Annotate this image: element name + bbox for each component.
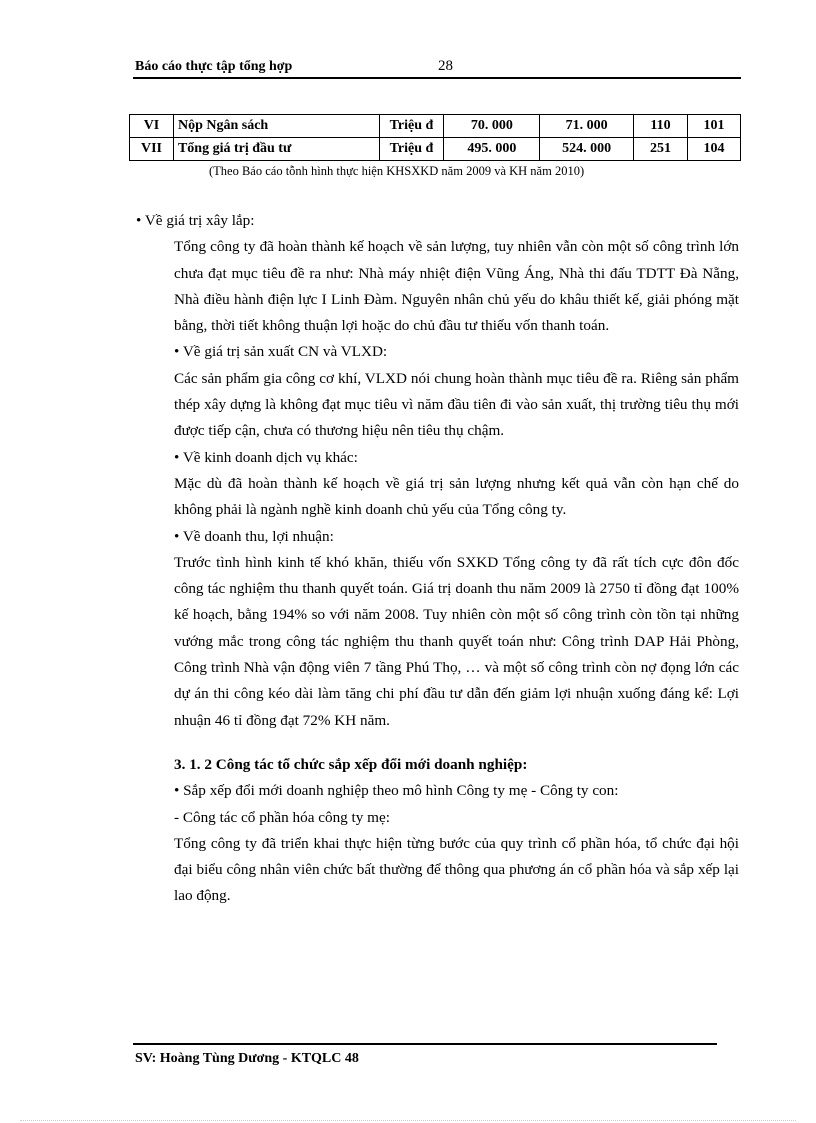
section-heading: 3. 1. 2 Công tác tổ chức sắp xếp đổi mới doanh nghiệp: bbox=[174, 755, 528, 773]
summary-table bbox=[129, 114, 741, 161]
paragraph: Tổng công ty đã hoàn thành kế hoạch về sản lượng, tuy nhiên vẫn còn một số công trình lớn chưa đạt mục tiêu đề ra như: Nhà máy nhiệt điện Vũng Áng, Nhà thi đấu TDTT Đà Nẵng, Nhà điều hành điện lực I Linh Đàm. Nguyên nhân chủ yếu do khâu thiết kế, giải phóng mặt bằng, thời tiết không thuận lợi hoặc do chủ đầu tư thiếu vốn thanh toán. bbox=[174, 238, 739, 335]
paragraph: Các sản phẩm gia công cơ khí, VLXD nói chung hoàn thành mục tiêu đề ra. Riêng sản phẩm thép xây dựng là không đạt mục tiêu vì năm đầu tiên đi vào sản xuất, thị trường tiêu thụ mới được tiếp cận, chưa có thương hiệu nên tiêu thụ chậm. bbox=[174, 369, 739, 440]
paragraph: Mặc dù đã hoàn thành kế hoạch về giá trị sản lượng nhưng kết quả vẫn còn hạn chế do không phải là ngành nghề kinh doanh chủ yếu của Tổng công ty. bbox=[174, 474, 739, 519]
body-text bbox=[136, 208, 739, 910]
table-cell: 251 bbox=[634, 138, 688, 161]
table-cell: 524. 000 bbox=[540, 138, 634, 161]
table-row bbox=[130, 138, 741, 161]
footer-author: SV: Hoàng Tùng Dương - KTQLC 48 bbox=[135, 1051, 359, 1066]
table-cell: 104 bbox=[688, 138, 741, 161]
page-header bbox=[133, 57, 741, 79]
page-number: 28 bbox=[438, 58, 453, 74]
table-cell: 70. 000 bbox=[444, 115, 540, 138]
sub-heading: - Công tác cổ phần hóa công ty mẹ: bbox=[174, 808, 390, 826]
table-cell: VI bbox=[130, 115, 174, 138]
table-cell: 71. 000 bbox=[540, 115, 634, 138]
table-caption: (Theo Báo cáo tỗnh hình thực hiện KHSXKD năm 2009 và KH năm 2010) bbox=[209, 164, 585, 178]
table-cell: 101 bbox=[688, 115, 741, 138]
bullet-heading: • Về giá trị xây lắp: bbox=[136, 212, 255, 229]
paragraph: Tổng công ty đã triển khai thực hiện từng bước của quy trình cổ phần hóa, tổ chức đại hội đại biểu công nhân viên chức bất thường để thông qua phương án cổ phần hóa và sắp xếp lại lao động. bbox=[174, 834, 739, 905]
page-edge-divider bbox=[20, 1120, 796, 1121]
bullet-heading: • Về giá trị sản xuất CN và VLXD: bbox=[174, 343, 388, 361]
table-cell: Triệu đ bbox=[379, 115, 444, 138]
table-cell: VII bbox=[130, 138, 174, 161]
report-title: Báo cáo thực tập tổng hợp bbox=[135, 59, 293, 74]
table-cell: 495. 000 bbox=[444, 138, 540, 161]
bullet-heading: • Về doanh thu, lợi nhuận: bbox=[174, 527, 334, 545]
paragraph: Trước tình hình kinh tế khó khăn, thiếu vốn SXKD Tổng công ty đã rất tích cực đôn đốc công tác nghiệm thu thanh quyết toán. Giá trị doanh thu năm 2009 là 2750 tỉ đồng đạt 100% kế hoạch, bằng 194% so với năm 2008. Tuy nhiên còn một số công trình còn tồn tại những vướng mắc trong công tác nghiệm thu thanh quyết toán như: Công trình DAP Hải Phòng, Công trình Nhà vận động viên 7 tầng Phú Thọ, … và một số công trình còn nợ đọng lớn các dự án thi công kéo dài làm tăng chi phí đầu tư dẫn đến giảm lợi nhuận xuống đáng kể: Lợi nhuận 46 tỉ đồng đạt 72% KH năm. bbox=[174, 553, 739, 729]
spacer bbox=[136, 734, 739, 752]
table-row bbox=[130, 115, 741, 138]
table-cell: Triệu đ bbox=[379, 138, 444, 161]
bullet-heading: • Sắp xếp đổi mới doanh nghiệp theo mô hình Công ty mẹ - Công ty con: bbox=[174, 782, 619, 800]
table-cell: Nộp Ngân sách bbox=[173, 115, 379, 138]
table-cell: 110 bbox=[634, 115, 688, 138]
table-cell: Tổng giá trị đầu tư bbox=[173, 138, 379, 161]
bullet-heading: • Về kinh doanh dịch vụ khác: bbox=[174, 448, 358, 466]
page-footer bbox=[133, 1043, 717, 1066]
